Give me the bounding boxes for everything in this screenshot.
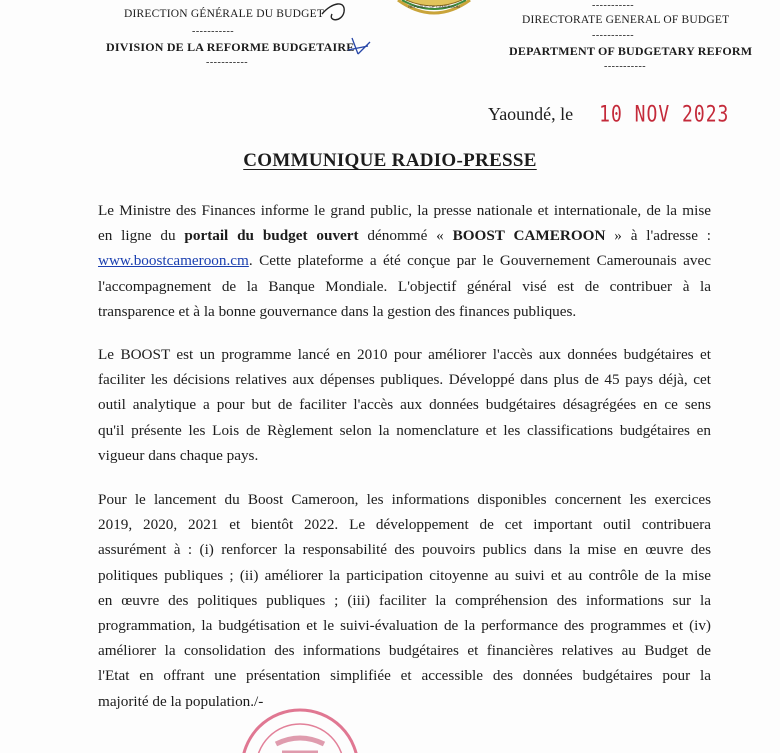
paragraph-3-line: assurément à : (i) renforcer la responsabilité des pouvoirs publics dans la mise en œuvre des	[98, 541, 711, 559]
text-run: dénommé «	[358, 227, 453, 245]
paragraph-1-line-2	[98, 223, 711, 248]
paragraph-1-line-3	[98, 248, 711, 273]
paragraph-3-line: Pour le lancement du Boost Cameroon, les informations disponibles concernent les exercices	[98, 491, 711, 508]
paragraph-1-line: transparence et à la bonne gouvernance dans la gestion des finances publiques.	[98, 302, 577, 320]
header-right-dashes-top: -----------	[592, 0, 635, 11]
paragraph-2-line: vigueur dans chaque pays.	[98, 446, 259, 464]
boost-cameroon-bold: BOOST CAMEROON	[452, 227, 606, 245]
paragraph-2-line: outil analytique a pour but de faciliter l'accès aux données budgétaires désagrégées en ce sens	[98, 396, 711, 414]
date-stamp: 10 NOV 2023	[599, 101, 730, 128]
svg-text:REPUBLIC OF CAMEROON: REPUBLIC OF CAMEROON	[408, 4, 460, 9]
paragraph-1-line: l'accompagnement de la Banque Mondiale. L'objectif général visé est de contribuer à la	[98, 277, 711, 295]
text-run: . Cette plateforme a été conçue par le Gouvernement Camerounais avec	[248, 252, 711, 270]
paragraph-3-line: en œuvre des politiques publiques ; (iii) faciliter la compréhension des informations sur la	[98, 591, 711, 609]
header-left-dashes: -----------	[192, 26, 235, 37]
paragraph-2-line: Le BOOST est un programme lancé en 2010 pour améliorer l'accès aux données budgétaires et	[98, 346, 711, 363]
header-left-direction: DIRECTION GÉNÉRALE DU BUDGET	[124, 8, 325, 20]
text-run: » à l'adresse :	[605, 227, 712, 245]
paragraph-1	[98, 198, 711, 324]
handwritten-initials-icon	[318, 0, 378, 60]
paragraph-3-line: majorité de la population./-	[98, 692, 264, 710]
header-right-direction: DIRECTORATE GENERAL OF BUDGET	[522, 14, 730, 26]
header-left-division: DIVISION DE LA REFORME BUDGETAIRE	[106, 40, 355, 54]
portal-name-bold: portail du budget ouvert	[184, 227, 359, 245]
paragraph-3-line: 2019, 2020, 2021 et bientôt 2022. Le développement de cet important outil contribuera	[98, 516, 711, 534]
page-title-text: COMMUNIQUE RADIO-PRESSE	[243, 150, 537, 171]
paragraph-2-line: qu'il présente les Lois de Règlement selon la nomenclature et les classifications budgétaires en	[98, 421, 711, 439]
header-left-dashes-bottom: -----------	[206, 57, 249, 68]
paragraph-3-line: programmation, la budgétisation et le suivi-évaluation de la performance des programmes et (iv)	[98, 617, 711, 635]
paragraph-2-line: faciliter les décisions relatives aux dépenses publiques. Développé dans plus de 45 pays déjà, cet	[98, 371, 711, 389]
header-right-dashes-mid: -----------	[592, 30, 635, 41]
paragraph-1-line: Le Ministre des Finances informe le grand public, la presse nationale et internationale, de la mise	[98, 202, 711, 219]
header-right-division: DEPARTMENT OF BUDGETARY REFORM	[509, 44, 753, 58]
header-right-dashes-bottom: -----------	[604, 61, 647, 72]
date-line	[488, 101, 730, 128]
paragraph-3-line: politiques publiques ; (ii) améliorer la participation citoyenne au suivi et au contrôle de la mise	[98, 566, 711, 584]
paragraph-2	[98, 342, 711, 468]
paragraph-3-line: l'Etat en offrant une présentation simplifiée et accessible des données budgétaires pour la	[98, 667, 711, 685]
official-seal-icon	[236, 704, 366, 753]
date-place: Yaoundé, le	[488, 104, 574, 124]
coat-of-arms-icon	[396, 0, 472, 22]
paragraph-3-line: améliorer la consolidation des informations budgétaires et financières relatives au Budget de	[98, 642, 711, 660]
boost-website-link[interactable]: www.boostcameroon.cm	[98, 252, 249, 270]
paragraph-3	[98, 487, 711, 714]
page-title	[0, 150, 780, 172]
text-run: en ligne du	[98, 227, 185, 245]
